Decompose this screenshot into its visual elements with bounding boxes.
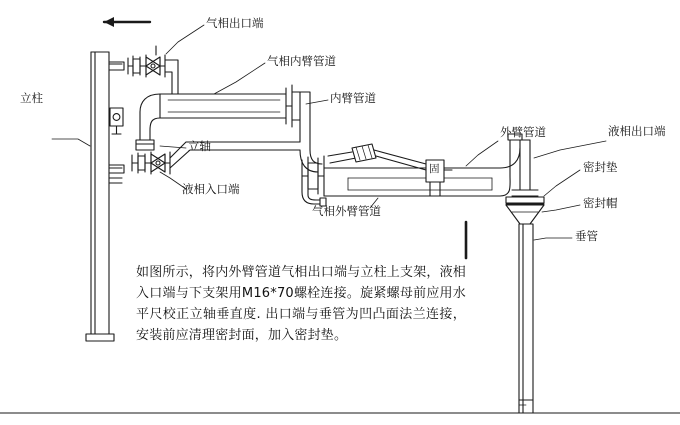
label-gas-outer-arm: 气相外臂管道 bbox=[312, 204, 381, 218]
installation-note: 如图所示，将内外臂管道气相出口端与立柱上支架，液相入口端与下支架用M16*70螺栓连接。旋紧螺母前应用水平尺校正立轴垂直度. 出口端与垂管为凹凸面法兰连接，安装前应清理密封面，加入密封垫。 bbox=[136, 265, 467, 344]
label-inner-arm: 内臂管道 bbox=[330, 91, 376, 105]
label-liquid-outlet: 液相出口端 bbox=[608, 124, 666, 138]
label-liquid-inlet: 液相入口端 bbox=[182, 182, 240, 196]
label-outer-arm: 外臂管道 bbox=[500, 125, 546, 139]
label-column: 立柱 bbox=[20, 91, 43, 105]
label-spring-mark: 固 bbox=[429, 163, 440, 175]
label-drop-pipe: 垂管 bbox=[575, 229, 598, 243]
label-gas-inner-arm: 气相内臂管道 bbox=[267, 54, 336, 68]
label-seal-cap: 密封帽 bbox=[583, 196, 618, 210]
label-gas-outlet: 气相出口端 bbox=[206, 16, 264, 30]
label-seal-gasket: 密封垫 bbox=[583, 160, 618, 174]
label-vertical-shaft: 立轴 bbox=[188, 139, 211, 153]
